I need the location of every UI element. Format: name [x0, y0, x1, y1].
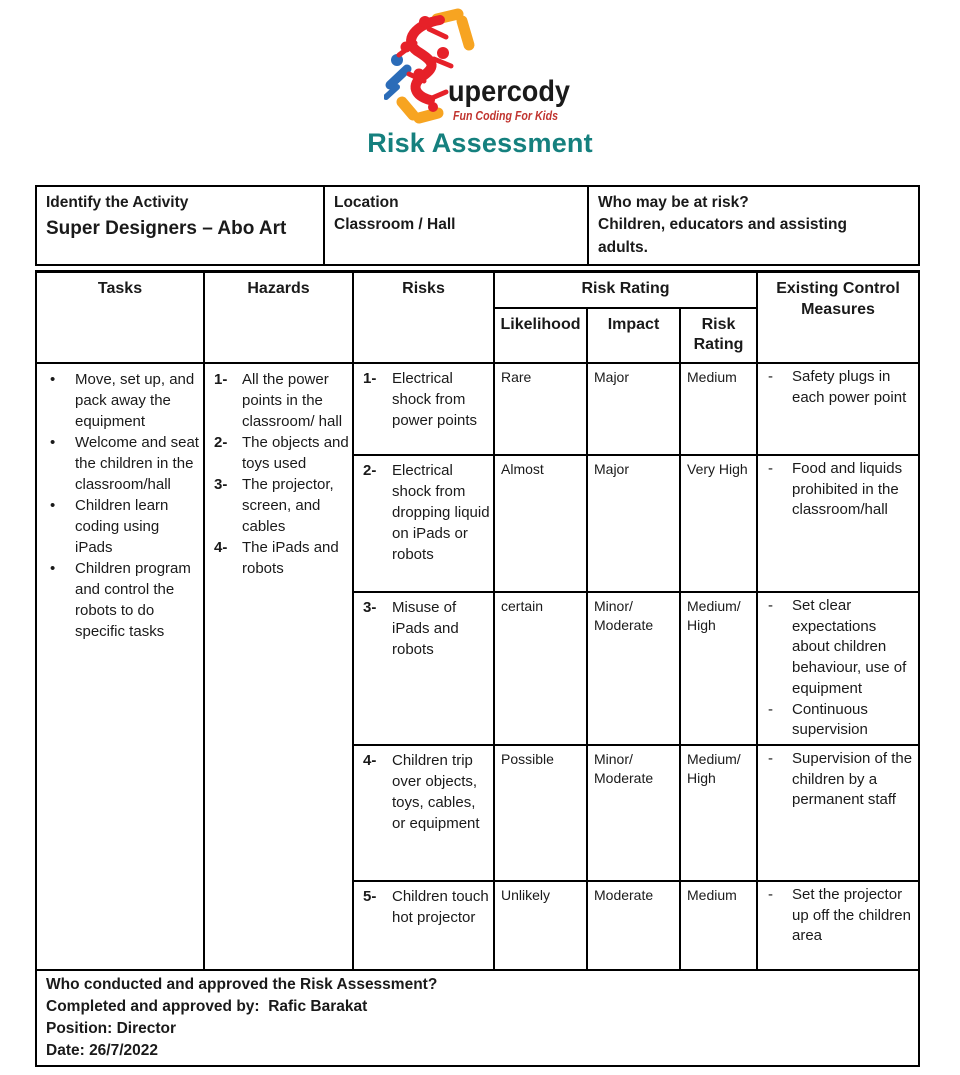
controls-cell — [757, 881, 919, 970]
risk-text: Children touch hot projector — [392, 888, 489, 927]
tasks-cell — [36, 363, 204, 970]
col-header-risks: Risks — [353, 272, 494, 364]
logo-red-figures — [399, 16, 451, 112]
logo-brand-text: upercody — [448, 75, 571, 108]
hazard-text: All the power points in the classroom/ hall — [242, 371, 343, 431]
hazard-text: The objects and toys used — [242, 434, 349, 473]
col-header-risk-rating-group: Risk Rating — [494, 272, 757, 308]
control-text: - Food and liquids prohibited in the classroom/hall — [792, 460, 903, 519]
impact-cell: Minor/ Moderate — [587, 592, 680, 745]
impact-cell: Major — [587, 363, 680, 455]
task-item — [37, 558, 203, 642]
control-text: - Set clear expectations about children behaviour, use of equipment — [792, 597, 907, 697]
control-text: - Continuous supervision — [792, 700, 868, 739]
page-title: Risk Assessment — [367, 128, 593, 158]
hazard-number: 2- — [214, 434, 228, 452]
col-header-hazards: Hazards — [204, 272, 353, 364]
likelihood-cell: Almost — [494, 455, 587, 592]
rating-cell: Medium/ High — [680, 745, 757, 881]
task-item — [37, 432, 203, 495]
col-header-existing-controls: Existing Control Measures — [757, 272, 919, 364]
risk-text: Children trip over objects, toys, cables, or equipment — [392, 752, 480, 833]
task-text: • Children program and control the robots to do specific tasks — [75, 560, 191, 641]
logo-blue-figure — [386, 54, 407, 97]
likelihood-cell: Rare — [494, 363, 587, 455]
col-header-likelihood: Likelihood — [494, 308, 587, 364]
col-header-risk-rating: Risk Rating — [680, 308, 757, 364]
likelihood-cell: certain — [494, 592, 587, 745]
impact-cell: Minor/ Moderate — [587, 745, 680, 881]
risk-text: Electrical shock from power points — [392, 370, 478, 430]
approval-completed-by: Completed and approved by: Rafic Barakat — [46, 998, 368, 1016]
hazard-number: 1- — [214, 371, 228, 389]
hazard-number: 3- — [214, 476, 228, 494]
control-item — [758, 596, 918, 699]
hazards-cell — [204, 363, 353, 970]
controls-cell — [757, 592, 919, 745]
risk-number: 4- — [363, 752, 377, 770]
control-text: - Set the projector up off the children area — [792, 886, 911, 945]
activity-cell — [36, 186, 324, 265]
task-text: • Move, set up, and pack away the equipment — [75, 371, 195, 431]
rating-cell: Medium/ High — [680, 592, 757, 745]
rating-cell: Very High — [680, 455, 757, 592]
risk-cell — [353, 745, 494, 881]
task-item — [37, 495, 203, 558]
rating-cell: Medium — [680, 363, 757, 455]
at-risk-cell — [588, 186, 919, 265]
col-header-impact: Impact — [587, 308, 680, 364]
risk-number: 1- — [363, 370, 377, 388]
location-cell — [324, 186, 588, 265]
control-item — [758, 367, 918, 408]
controls-cell — [757, 363, 919, 455]
approval-question: Who conducted and approved the Risk Assessment? — [46, 976, 438, 994]
hazard-item — [205, 537, 352, 579]
risk-table — [35, 270, 920, 1067]
supercody-logo — [384, 8, 576, 131]
approval-section — [36, 970, 919, 1066]
activity-table — [35, 185, 920, 266]
hazard-item — [205, 432, 352, 474]
task-item — [37, 369, 203, 432]
control-item — [758, 749, 918, 811]
control-text: - Safety plugs in each power point — [792, 368, 907, 406]
impact-cell: Major — [587, 455, 680, 592]
col-header-tasks: Tasks — [36, 272, 204, 364]
risk-text: Electrical shock from dropping liquid on iPads or robots — [392, 462, 490, 564]
risk-number: 3- — [363, 599, 377, 617]
risk-number: 2- — [363, 462, 377, 480]
rating-cell: Medium — [680, 881, 757, 970]
hazard-number: 4- — [214, 539, 228, 557]
risk-text: Misuse of iPads and robots — [392, 599, 459, 659]
approval-date: Date: 26/7/2022 — [46, 1042, 159, 1060]
risk-number: 5- — [363, 888, 377, 906]
control-text: - Supervision of the children by a permanent staff — [792, 750, 913, 809]
controls-cell — [757, 745, 919, 881]
impact-cell: Moderate — [587, 881, 680, 970]
risk-cell — [353, 455, 494, 592]
likelihood-cell: Possible — [494, 745, 587, 881]
location-value: Classroom / Hall — [334, 216, 456, 234]
likelihood-cell: Unlikely — [494, 881, 587, 970]
hazard-item — [205, 369, 352, 432]
at-risk-label: Who may be at risk? — [598, 194, 749, 211]
at-risk-value: Children, educators and assisting adults. — [598, 216, 847, 256]
risk-cell — [353, 363, 494, 455]
location-label: Location — [334, 194, 399, 211]
identify-activity-label: Identify the Activity — [46, 194, 189, 211]
control-item — [758, 885, 918, 947]
approval-position: Position: Director — [46, 1020, 177, 1038]
risk-cell — [353, 881, 494, 970]
hazard-item — [205, 474, 352, 537]
logo-tagline-text: Fun Coding For Kids — [453, 108, 558, 123]
supercody-logo-icon — [384, 8, 576, 126]
task-text: • Welcome and seat the children in the classroom/hall — [75, 434, 199, 494]
risk-cell — [353, 592, 494, 745]
control-item — [758, 700, 918, 741]
hazard-text: The projector, screen, and cables — [242, 476, 334, 536]
task-text: • Children learn coding using iPads — [75, 497, 169, 557]
controls-cell — [757, 455, 919, 592]
control-item — [758, 459, 918, 521]
hazard-text: The iPads and robots — [242, 539, 339, 578]
identify-activity-value: Super Designers – Abo Art — [46, 218, 287, 240]
